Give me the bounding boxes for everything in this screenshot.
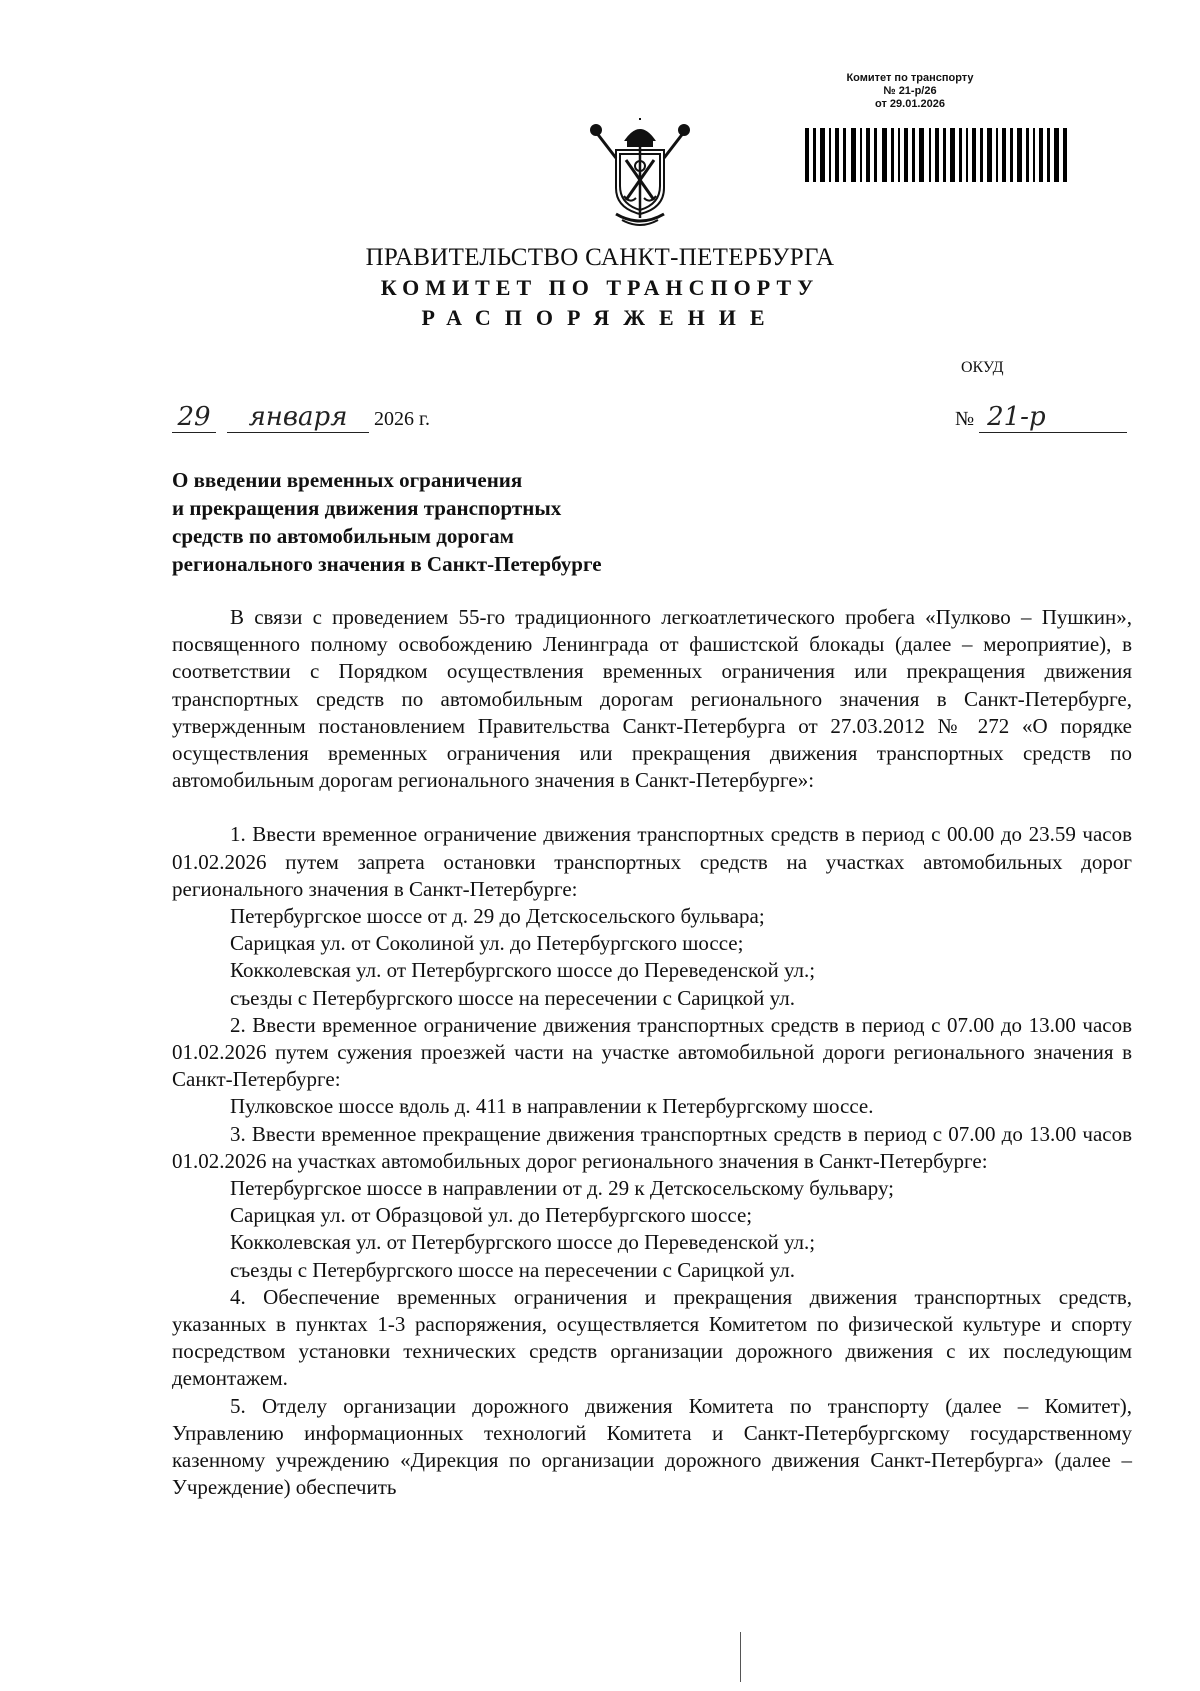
road-item: Кокколевская ул. от Петербургского шоссе до Переведенской ул.; [230, 1230, 816, 1255]
barcode-icon [805, 128, 1075, 182]
date-day: 29 [172, 402, 216, 433]
preamble-paragraph: В связи с проведением 55-го традиционного легкоатлетического пробега «Пулково – Пушкин», посвященного полному освобождению Ленинграда от фашистской блокады (далее – мероприятие), в соответствии с Порядком осуществления временных ограничения или прекращения движения транспортных средств по автомобильным дорогам регионального значения в Санкт-Петербурге, утвержденным постановлением Правительства Санкт-Петербурга от 27.03.2012 № 272 «О порядке осуществления временных ограничения или прекращения движения транспортных средств по автомобильным дорогам регионального значения в Санкт-Петербурге»: [172, 605, 1132, 793]
document-subject [172, 466, 732, 578]
document-header [0, 243, 1200, 333]
item-1-paragraph: 1. Ввести временное ограничение движения транспортных средств в период с 00.00 до 23.59 часов 01.02.2026 путем запрета остановки транспортных средств на участках автомобильных дорог регионального значения в Санкт-Петербурге: [172, 822, 1132, 901]
subject-line: средств по автомобильным дорогам [172, 524, 514, 548]
number-sign: № [955, 408, 975, 430]
order-type-title: РАСПОРЯЖЕНИЕ [421, 305, 779, 330]
road-item: съезды с Петербургского шоссе на пересечении с Сарицкой ул. [230, 985, 795, 1010]
item-5-paragraph: 5. Отделу организации дорожного движения Комитета по транспорту (далее – Комитет), Управлению информационных технологий Комитета и Санкт-Петербургскому государственному казенному учреждению «Дирекция по организации дорожного движения Санкт-Петербурга» (далее – Учреждение) обеспечить [172, 1393, 1132, 1500]
road-item: Сарицкая ул. от Соколиной ул. до Петербургского шоссе; [230, 931, 744, 956]
date-year: 2026 г. [374, 408, 430, 430]
stamp-line-1: Комитет по транспорту [846, 72, 974, 84]
paragraph-gap [172, 794, 1132, 821]
road-item: съезды с Петербургского шоссе на пересечении с Сарицкой ул. [230, 1257, 795, 1282]
document-number [955, 402, 1127, 433]
registration-stamp [795, 72, 1025, 111]
item-3-paragraph: 3. Ввести временное прекращение движения транспортных средств в период с 07.00 до 13.00 часов 01.02.2026 на участках автомобильных дорог регионального значения в Санкт-Петербурге: [172, 1121, 1132, 1173]
number-value: 21-р [979, 402, 1127, 433]
road-item: Петербургское шоссе в направлении от д. 29 к Детскосельскому бульвару; [230, 1176, 895, 1201]
road-item: Кокколевская ул. от Петербургского шоссе до Переведенской ул.; [230, 958, 816, 983]
date-month: января [227, 402, 369, 433]
item-2-paragraph: 2. Ввести временное ограничение движения транспортных средств в период с 07.00 до 13.00 часов 01.02.2026 путем сужения проезжей части на участке автомобильной дороги регионального значения в Санкт-Петербурге: [172, 1012, 1132, 1092]
page-fold-mark [740, 1632, 741, 1682]
stamp-line-3: от 29.01.2026 [875, 98, 945, 110]
item-4-paragraph: 4. Обеспечение временных ограничения и прекращения движения транспортных средств, указанных в пунктах 1-3 распоряжения, осуществляется Комитетом по физической культуре и спорту посредством установки технических средств организации дорожного движения с их последующим демонтажем. [172, 1284, 1132, 1391]
road-item: Пулковское шоссе вдоль д. 411 в направлении к Петербургскому шоссе. [230, 1094, 874, 1119]
document-body [172, 604, 1132, 1502]
road-item: Петербургское шоссе от д. 29 до Детскосельского бульвара; [230, 904, 765, 929]
subject-line: О введении временных ограничения [172, 468, 523, 492]
committee-title: КОМИТЕТ ПО ТРАНСПОРТУ [380, 275, 820, 300]
stamp-line-2: № 21-р/26 [883, 85, 937, 97]
government-title: ПРАВИТЕЛЬСТВО САНКТ-ПЕТЕРБУРГА [365, 244, 835, 271]
okud-label: ОКУД [961, 359, 1004, 376]
subject-line: и прекращения движения транспортных [172, 496, 562, 520]
coat-of-arms-icon [586, 118, 694, 230]
subject-line: регионального значения в Санкт-Петербурге [172, 552, 602, 576]
document-date [172, 402, 430, 433]
road-item: Сарицкая ул. от Образцовой ул. до Петербургского шоссе; [230, 1203, 753, 1228]
